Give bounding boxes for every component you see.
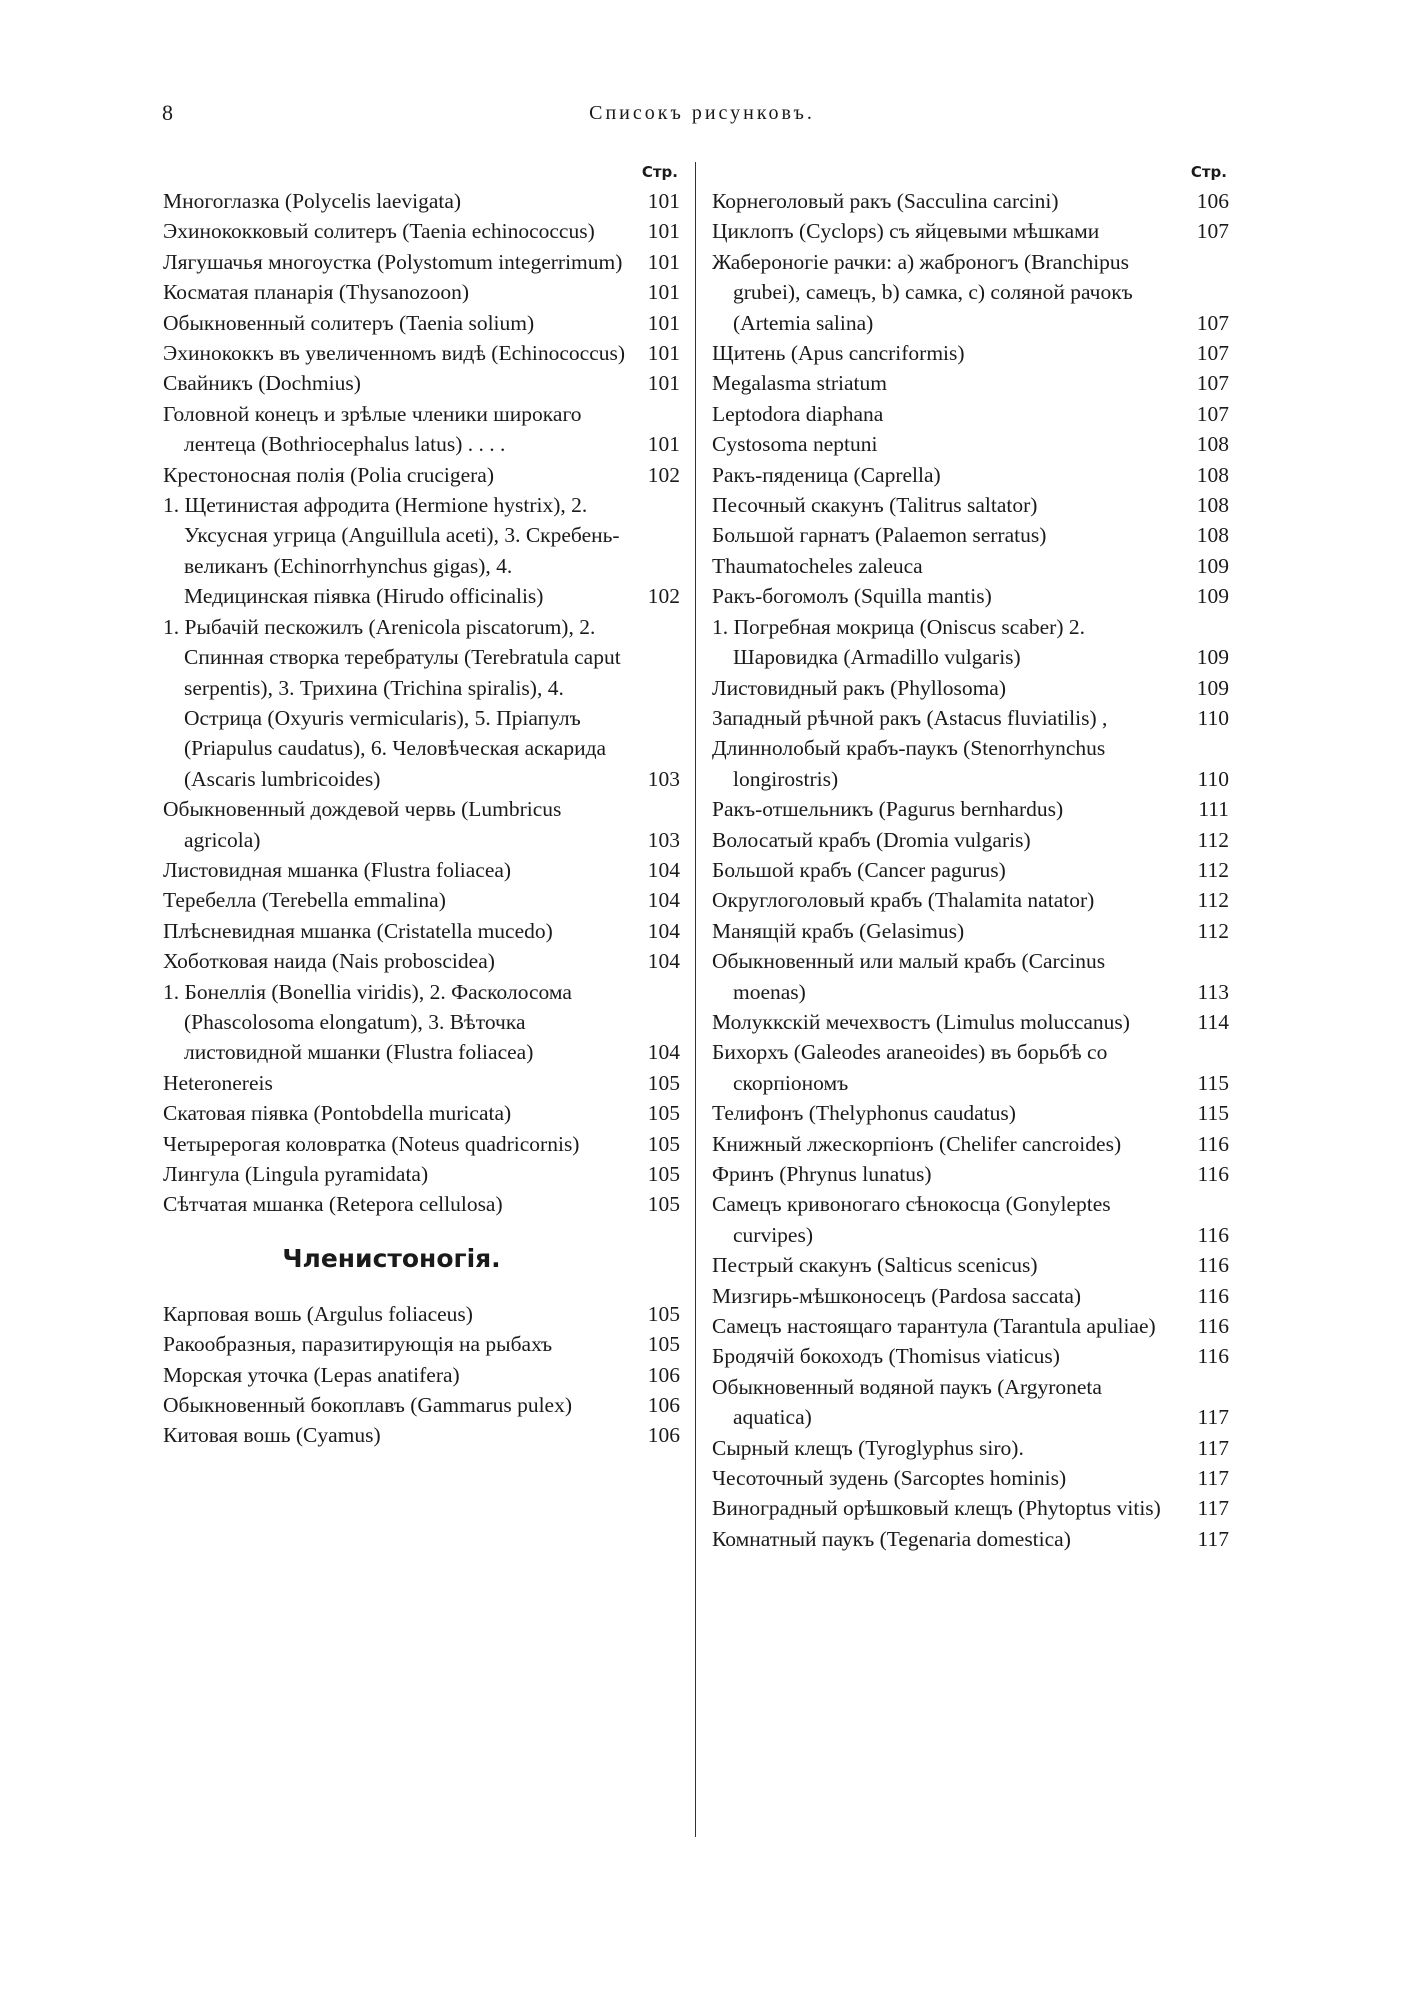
list-item xyxy=(712,520,1229,550)
entry-page: 108 xyxy=(1196,462,1229,487)
entry-page: 116 xyxy=(1197,1283,1229,1308)
list-item xyxy=(163,1159,680,1189)
list-item xyxy=(712,885,1229,915)
list-item xyxy=(712,1341,1229,1371)
list-item xyxy=(163,916,680,946)
list-item xyxy=(163,186,680,216)
left-column xyxy=(163,158,680,1451)
entry-page: 114 xyxy=(1197,1009,1229,1034)
entry-page: 106 xyxy=(647,1423,680,1448)
entry-page: 105 xyxy=(647,1101,680,1126)
entry-title: Манящій крабъ (Gelasimus) xyxy=(712,918,965,943)
list-item xyxy=(163,308,680,338)
entry-page: 104 xyxy=(647,857,680,882)
entry-title: Скатовая піявка (Pontobdella muricata) xyxy=(163,1101,512,1126)
entry-title: Ракъ-богомолъ (Squilla mantis) xyxy=(712,584,992,609)
entry-title: Ракъ-отшельникъ (Pagurus bernhardus) xyxy=(712,797,1064,822)
list-item xyxy=(163,1098,680,1128)
entry-title: 1. Щетинистая афродита (Hermione hystrix), 2. Уксусная угрица (Anguillula aceti), 3. Скребень-великанъ (Echinorrhynchus gigas), 4. Медицинская піявка (Hirudo officinalis) xyxy=(163,493,620,609)
list-item xyxy=(163,1129,680,1159)
entry-title: Обыкновенный солитеръ (Taenia solium) xyxy=(163,310,535,335)
entry-title: Мизгирь-мѣшконосецъ (Pardosa saccata) xyxy=(712,1283,1082,1308)
entry-page: 115 xyxy=(1197,1070,1229,1095)
entry-page: 104 xyxy=(647,949,680,974)
entry-page: 107 xyxy=(1196,310,1229,335)
entry-page: 103 xyxy=(647,766,680,791)
list-item xyxy=(712,429,1229,459)
entry-title: Большой гарнатъ (Palaemon serratus) xyxy=(712,523,1047,548)
entry-title: 1. Погребная мокрица (Oniscus scaber) 2. Шаровидка (Armadillo vulgaris) xyxy=(712,614,1085,670)
entry-page: 110 xyxy=(1197,766,1229,791)
entry-title: Листовидный ракъ (Phyllosoma) xyxy=(712,675,1007,700)
entry-title: Листовидная мшанка (Flustra foliacea) xyxy=(163,857,512,882)
entry-page: 106 xyxy=(1196,189,1229,213)
entry-title: Округлоголовый крабъ (Thalamita natator) xyxy=(712,888,1095,913)
right-page-label: Стр. xyxy=(1190,163,1227,181)
entry-page: 108 xyxy=(1196,523,1229,548)
entry-title: Лингула (Lingula pyramidata) xyxy=(163,1162,429,1186)
entry-title: Молуккскій мечехвостъ (Limulus moluccanus) xyxy=(712,1009,1130,1034)
list-item xyxy=(712,1007,1229,1037)
entry-title: Обыкновенный водяной паукъ (Argyroneta aquatica) xyxy=(712,1374,1102,1430)
entry-page: 112 xyxy=(1197,918,1229,943)
entry-title: Heteronereis xyxy=(163,1070,273,1095)
list-item xyxy=(163,490,680,612)
list-item xyxy=(163,399,680,460)
list-item xyxy=(712,399,1229,429)
entry-title: Самецъ кривоногаго сѣнокосца (Gonyleptes curvipes) xyxy=(712,1192,1111,1247)
entry-page: 101 xyxy=(647,341,680,366)
entry-page: 104 xyxy=(647,888,680,913)
entry-page: 105 xyxy=(647,1332,680,1357)
entry-title: Карповая вошь (Argulus foliaceus) xyxy=(163,1301,473,1326)
entry-title: 1. Бонеллія (Bonellia viridis), 2. Фасколосома (Phascolosoma elongatum), 3. Вѣточка листовидной мшанки (Flustra foliacea) xyxy=(163,979,572,1065)
entry-title: Виноградный орѣшковый клещъ (Phytoptus vitis) xyxy=(712,1496,1161,1521)
entry-page: 115 xyxy=(1197,1101,1229,1126)
left-entries-a xyxy=(163,186,680,1220)
list-item xyxy=(712,1372,1229,1433)
entry-page: 102 xyxy=(647,584,680,609)
entry-title: Обыкновенный дождевой червь (Lumbricus agricola) xyxy=(163,797,562,852)
entry-page: 112 xyxy=(1197,857,1229,882)
entry-title: Лягушачья многоустка (Polystomum integerrimum) xyxy=(163,249,623,274)
entry-page: 103 xyxy=(647,827,680,852)
entry-title: Megalasma striatum xyxy=(712,371,887,396)
list-item xyxy=(163,855,680,885)
list-item xyxy=(712,460,1229,490)
list-item xyxy=(712,581,1229,611)
entry-title: Многоглазка (Polycelis laevigata) xyxy=(163,189,462,213)
list-item xyxy=(163,1390,680,1420)
list-item xyxy=(712,1189,1229,1250)
list-item xyxy=(712,794,1229,824)
entry-page: 105 xyxy=(647,1070,680,1095)
list-item xyxy=(712,1129,1229,1159)
entry-title: Чесоточный зудень (Sarcoptes hominis) xyxy=(712,1466,1067,1491)
right-column xyxy=(712,158,1229,1554)
entry-title: Длиннолобый крабъ-паукъ (Stenorrhynchus longirostris) xyxy=(712,736,1106,791)
entry-title: Cystosoma neptuni xyxy=(712,432,878,457)
entry-title: Крестоносная полія (Polia crucigera) xyxy=(163,462,495,487)
entry-title: Самецъ настоящаго тарантула (Tarantula apuliae) xyxy=(712,1314,1156,1339)
entry-page: 116 xyxy=(1197,1162,1229,1186)
right-entries xyxy=(712,186,1229,1554)
entry-title: Песочный скакунъ (Talitrus saltator) xyxy=(712,493,1038,518)
entry-page: 111 xyxy=(1198,797,1229,822)
entry-title: Пестрый скакунъ (Salticus scenicus) xyxy=(712,1253,1038,1278)
list-item xyxy=(712,1493,1229,1523)
entry-title: Западный рѣчной ракъ (Astacus fluviatilis) , xyxy=(712,705,1108,730)
entry-page: 101 xyxy=(647,432,680,457)
entry-title: Щитень (Apus cancriformis) xyxy=(712,341,965,366)
list-item xyxy=(163,1189,680,1219)
list-item xyxy=(163,977,680,1068)
entry-page: 108 xyxy=(1196,493,1229,518)
entry-title: Головной конецъ и зрѣлые членики широкаго лентеца (Bothriocephalus latus) . . . . xyxy=(163,401,582,457)
entry-title: Хоботковая наида (Nais proboscidea) xyxy=(163,949,495,974)
list-item xyxy=(712,916,1229,946)
entry-page: 112 xyxy=(1197,888,1229,913)
list-item xyxy=(712,1281,1229,1311)
entry-title: Сырный клещъ (Tyroglyphus siro). xyxy=(712,1435,1024,1460)
entry-page: 101 xyxy=(647,280,680,305)
entry-title: 1. Рыбачій пескожилъ (Arenicola piscatorum), 2. Спинная створка теребратулы (Terebratula caput serpentis), 3. Трихина (Trichina spiralis), 4. Острица (Oxyuris vermicularis), 5. Пріапулъ (Priapulus caudatus), 6. Человѣческая аскарида (Ascaris lumbricoides) xyxy=(163,614,621,791)
entry-page: 105 xyxy=(647,1131,680,1156)
entry-page: 116 xyxy=(1197,1314,1229,1339)
entry-title: Ракообразныя, паразитирующія на рыбахъ xyxy=(163,1332,553,1357)
list-item xyxy=(712,703,1229,733)
entry-title: Leptodora diaphana xyxy=(712,401,884,426)
list-item xyxy=(163,1299,680,1329)
entry-page: 107 xyxy=(1196,341,1229,366)
entry-page: 117 xyxy=(1197,1466,1229,1491)
list-item xyxy=(163,368,680,398)
entry-page: 101 xyxy=(647,371,680,396)
list-item xyxy=(163,338,680,368)
entry-page: 117 xyxy=(1197,1435,1229,1460)
entry-title: Ракъ-пяденица (Caprella) xyxy=(712,462,941,487)
list-item xyxy=(712,1250,1229,1280)
list-item xyxy=(712,247,1229,338)
entry-title: Сѣтчатая мшанка (Retepora cellulosa) xyxy=(163,1192,503,1217)
list-item xyxy=(712,855,1229,885)
entry-page: 107 xyxy=(1196,401,1229,426)
entry-page: 105 xyxy=(647,1301,680,1326)
entry-page: 104 xyxy=(647,1040,680,1065)
entry-title: Эхинококковый солитеръ (Taenia echinococcus) xyxy=(163,219,595,244)
entry-title: Комнатный паукъ (Tegenaria domestica) xyxy=(712,1526,1071,1551)
column-divider xyxy=(695,162,696,1837)
list-item xyxy=(712,612,1229,673)
left-page-label: Стр. xyxy=(641,163,678,181)
entry-page: 105 xyxy=(647,1162,680,1186)
entry-page: 112 xyxy=(1197,827,1229,852)
list-item xyxy=(712,1098,1229,1128)
entry-page: 109 xyxy=(1196,553,1229,578)
list-item xyxy=(712,1433,1229,1463)
entry-page: 117 xyxy=(1197,1405,1229,1430)
list-item xyxy=(712,1037,1229,1098)
list-item xyxy=(163,612,680,794)
list-item xyxy=(163,1329,680,1359)
list-item xyxy=(712,733,1229,794)
entry-page: 109 xyxy=(1196,645,1229,670)
entry-title: Корнеголовый ракъ (Sacculina carcini) xyxy=(712,189,1059,213)
entry-title: Плѣсневидная мшанка (Cristatella mucedo) xyxy=(163,918,553,943)
entry-page: 113 xyxy=(1197,979,1229,1004)
entry-title: Телифонъ (Thelyphonus caudatus) xyxy=(712,1101,1016,1126)
entry-title: Thaumatocheles zaleuca xyxy=(712,553,923,578)
entry-page: 107 xyxy=(1196,219,1229,244)
entry-page: 110 xyxy=(1197,705,1229,730)
entry-title: Эхинококкъ въ увеличенномъ видѣ (Echinococcus) xyxy=(163,341,626,366)
list-item xyxy=(163,946,680,976)
list-item xyxy=(712,490,1229,520)
list-item xyxy=(163,1360,680,1390)
entry-page: 116 xyxy=(1197,1253,1229,1278)
entry-title: Обыкновенный или малый крабъ (Carcinus moenas) xyxy=(712,949,1106,1004)
list-item xyxy=(712,338,1229,368)
entry-title: Фринъ (Phrynus lunatus) xyxy=(712,1162,932,1186)
list-item xyxy=(712,1311,1229,1341)
list-item xyxy=(712,551,1229,581)
running-head: Списокъ рисунковъ. xyxy=(589,102,815,124)
entry-title: Большой крабъ (Cancer pagurus) xyxy=(712,857,1006,882)
entry-page: 116 xyxy=(1197,1222,1229,1247)
list-item xyxy=(712,1524,1229,1554)
entry-page: 107 xyxy=(1196,371,1229,396)
entry-page: 101 xyxy=(647,219,680,244)
entry-page: 109 xyxy=(1196,584,1229,609)
list-item xyxy=(712,825,1229,855)
entry-page: 116 xyxy=(1197,1344,1229,1369)
entry-title: Теребелла (Terebella emmalina) xyxy=(163,888,446,913)
entry-page: 109 xyxy=(1196,675,1229,700)
list-item xyxy=(712,186,1229,216)
list-item xyxy=(163,885,680,915)
list-item xyxy=(163,1420,680,1450)
section-title: Членистоногія. xyxy=(282,1243,501,1273)
entry-title: Косматая планарія (Thysanozoon) xyxy=(163,280,469,305)
entry-title: Циклопъ (Cyclops) съ яйцевыми мѣшками xyxy=(712,219,1100,244)
entry-page: 101 xyxy=(647,310,680,335)
entry-page: 117 xyxy=(1197,1526,1229,1551)
list-item xyxy=(712,216,1229,246)
entry-page: 106 xyxy=(647,1362,680,1387)
entry-page: 116 xyxy=(1197,1131,1229,1156)
list-item xyxy=(712,946,1229,1007)
entry-title: Четырерогая коловратка (Noteus quadricornis) xyxy=(163,1131,580,1156)
left-entries-b xyxy=(163,1299,680,1451)
entry-page: 106 xyxy=(647,1393,680,1418)
list-item xyxy=(163,460,680,490)
entry-title: Бихорхъ (Galeodes araneoides) въ борьбѣ со скорпіономъ xyxy=(712,1040,1108,1095)
list-item xyxy=(163,277,680,307)
entry-page: 105 xyxy=(647,1192,680,1217)
list-item xyxy=(712,673,1229,703)
list-item xyxy=(163,247,680,277)
entry-title: Книжный лжескорпіонъ (Chelifer cancroides) xyxy=(712,1131,1122,1156)
entry-page: 101 xyxy=(647,249,680,274)
entry-page: 108 xyxy=(1196,432,1229,457)
page-number: 8 xyxy=(162,100,173,125)
list-item xyxy=(163,794,680,855)
list-item xyxy=(712,1159,1229,1189)
list-item xyxy=(163,216,680,246)
entry-title: Свайникъ (Dochmius) xyxy=(163,371,361,396)
list-item xyxy=(163,1068,680,1098)
entry-page: 102 xyxy=(647,462,680,487)
entry-title: Волосатый крабъ (Dromia vulgaris) xyxy=(712,827,1031,852)
entry-title: Жабероногіе рачки: a) жаброногъ (Branchipus grubei), самецъ, b) самка, c) соляной рачокъ (Artemia salina) xyxy=(712,249,1133,335)
list-item xyxy=(712,368,1229,398)
entry-title: Обыкновенный бокоплавъ (Gammarus pulex) xyxy=(163,1393,572,1418)
entry-title: Бродячій бокоходъ (Thomisus viaticus) xyxy=(712,1344,1060,1369)
entry-page: 117 xyxy=(1197,1496,1229,1521)
entry-title: Морская уточка (Lepas anatifera) xyxy=(163,1362,460,1387)
entry-page: 101 xyxy=(647,189,680,213)
entry-page: 104 xyxy=(647,918,680,943)
list-item xyxy=(712,1463,1229,1493)
entry-title: Китовая вошь (Cyamus) xyxy=(163,1423,381,1448)
